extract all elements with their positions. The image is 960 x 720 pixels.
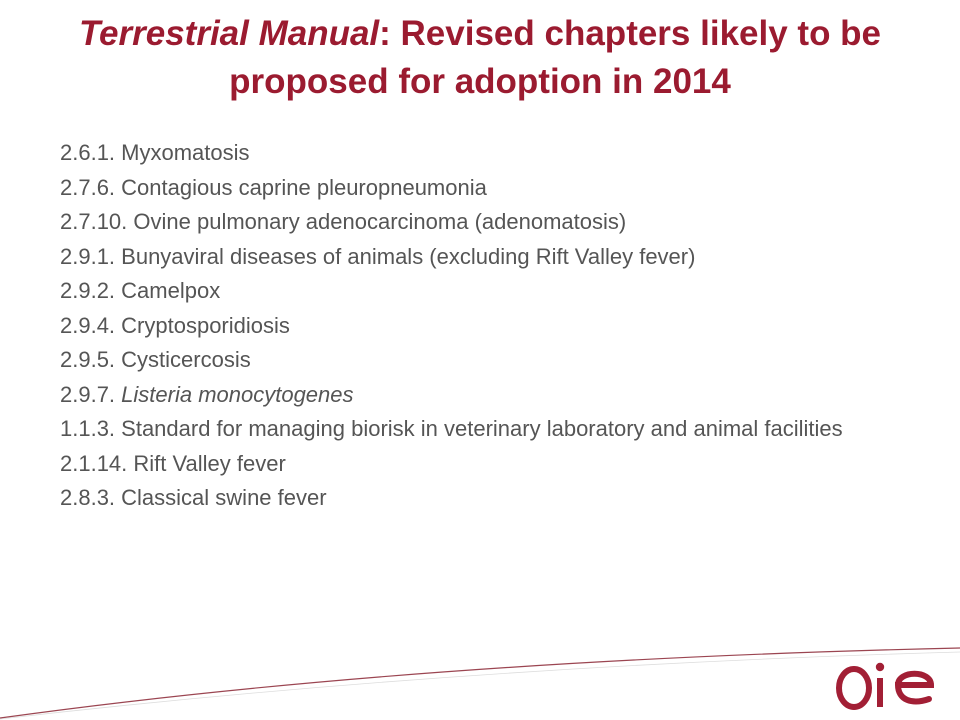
chapter-item (60, 381, 860, 408)
chapter-item: 2.9.5. Cysticercosis (60, 347, 251, 372)
chapter-item: 2.8.3. Classical swine fever (60, 485, 327, 510)
title-rest-part: : Revised chapters likely to be proposed for adoption in 2014 (229, 14, 882, 101)
chapter-item: 2.7.6. Contagious caprine pleuropneumonia (60, 174, 487, 200)
chapter-item: 2.9.2. Camelpox (60, 278, 221, 303)
chapter-list (60, 139, 860, 519)
slide-title (20, 10, 940, 106)
chapter-item: 2.7.10. Ovine pulmonary adenocarcinoma (adenomatosis) (60, 209, 627, 234)
chapter-item: 2.1.14. Rift Valley fever (60, 450, 286, 476)
title-italic-part: Terrestrial Manual (78, 14, 380, 53)
oie-logo (832, 652, 942, 712)
chapter-item: 2.9.1. Bunyaviral diseases of animals (excluding Rift Valley fever) (60, 243, 696, 269)
chapter-italic-title: Listeria monocytogenes (121, 381, 354, 407)
chapter-item: 2.9.4. Cryptosporidiosis (60, 312, 290, 338)
chapter-item: 1.1.3. Standard for managing biorisk in veterinary laboratory and animal facilities (60, 416, 843, 441)
chapter-number: 2.9.7. (60, 381, 122, 407)
footer-swoosh (0, 640, 960, 720)
chapter-item: 2.6.1. Myxomatosis (60, 140, 250, 165)
